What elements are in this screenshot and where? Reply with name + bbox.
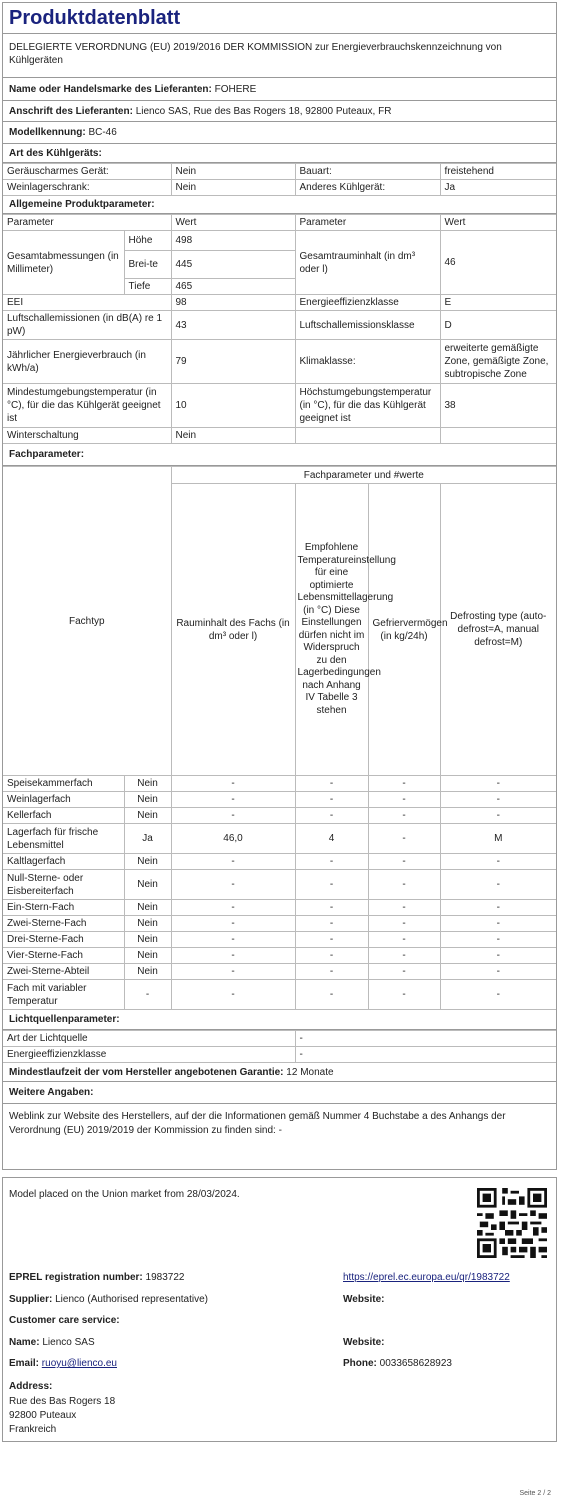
product-datasheet xyxy=(2,2,557,1170)
phone-label: Phone: xyxy=(343,1358,377,1369)
light-row xyxy=(3,1031,556,1047)
general-parameters-table xyxy=(3,214,556,444)
col-freezing-capacity: Gefriervermögen (in kg/24h) xyxy=(368,484,440,776)
compartment-defrost: - xyxy=(440,900,556,916)
compartment-defrost: - xyxy=(440,980,556,1010)
dimensions-label: Gesamtabmessungen (in Millimeter) xyxy=(3,231,124,295)
care-address-label: Address: xyxy=(9,1381,53,1392)
compartment-row xyxy=(3,948,556,964)
website-label-1: Website: xyxy=(343,1294,385,1305)
care-name-label: Name: xyxy=(9,1337,40,1348)
compartment-row xyxy=(3,932,556,948)
compartment-temp: - xyxy=(295,792,368,808)
col-recommended-temp: Empfohlene Temperatureinstellung für eine optimierte Lebensmittellagerung (in °C) Diese Einstellungen dürfen nicht im Widerspruch zu den Lagerbedingungen nach Anhang IV Tabelle 3 stehen xyxy=(295,484,368,776)
compartment-present: Nein xyxy=(124,870,171,900)
compartment-defrost: - xyxy=(440,948,556,964)
general-row xyxy=(3,295,556,311)
supplier-value-en: Lienco (Authorised representative) xyxy=(55,1294,208,1305)
compartment-row xyxy=(3,824,556,854)
col-defrost-type: Defrosting type (auto-defrost=A, manual defrost=M) xyxy=(440,484,556,776)
appliance-type-heading: Art des Kühlgeräts: xyxy=(3,144,556,163)
more-text: Weblink zur Website des Herstellers, auf der die Informationen gemäß Nummer 4 Buchstabe a des Anhangs der Verordnung (EU) 2019/2019 der Kommission zu finden sind: - xyxy=(9,1111,506,1136)
compartment-defrost: - xyxy=(440,776,556,792)
general-row xyxy=(3,340,556,384)
compartment-freeze: - xyxy=(368,964,440,980)
care-name-value: Lienco SAS xyxy=(42,1337,95,1348)
compartment-defrost: - xyxy=(440,916,556,932)
col-compartment-type: Fachtyp xyxy=(3,467,171,776)
group-header: Fachparameter und #werte xyxy=(171,467,556,484)
compartment-temp: - xyxy=(295,870,368,900)
general-heading: Allgemeine Produktparameter: xyxy=(3,196,556,214)
dim-width-value: 445 xyxy=(171,251,295,279)
appliance-type-row xyxy=(3,180,556,196)
model-value: BC-46 xyxy=(88,127,117,138)
compartment-volume: - xyxy=(171,870,295,900)
compartment-temp: - xyxy=(295,854,368,870)
compartment-volume: - xyxy=(171,792,295,808)
param-value: Nein xyxy=(171,428,295,444)
compartment-temp: - xyxy=(295,900,368,916)
compartment-present: Nein xyxy=(124,964,171,980)
care-address-line: 92800 Puteaux xyxy=(9,1410,77,1421)
param-value: 10 xyxy=(171,384,295,428)
compartment-defrost: M xyxy=(440,824,556,854)
general-row xyxy=(3,428,556,444)
warranty-row xyxy=(3,1063,556,1082)
general-row xyxy=(3,311,556,340)
compartment-defrost: - xyxy=(440,870,556,900)
compartment-type: Drei-Sterne-Fach xyxy=(3,932,124,948)
compartment-present: Ja xyxy=(124,824,171,854)
dim-height-value: 498 xyxy=(171,231,295,251)
warranty-label: Mindestlaufzeit der vom Hersteller angebotenen Garantie: xyxy=(9,1066,284,1078)
compartment-volume: - xyxy=(171,932,295,948)
appliance-type-table xyxy=(3,163,556,196)
appliance-type-row xyxy=(3,164,556,180)
compartment-volume: 46,0 xyxy=(171,824,295,854)
supplier-label: Name oder Handelsmarke des Lieferanten: xyxy=(9,83,212,95)
appliance-value-2: Ja xyxy=(440,180,556,196)
eprel-qr-link[interactable]: https://eprel.ec.europa.eu/qr/1983722 xyxy=(343,1272,510,1283)
market-date: Model placed on the Union market from 28/03/2024. xyxy=(9,1189,240,1200)
eprel-reg-value: 1983722 xyxy=(145,1272,185,1283)
compartment-volume: - xyxy=(171,900,295,916)
param-name: Jährlicher Energieverbrauch (in kWh/a) xyxy=(3,340,171,384)
compartment-temp: - xyxy=(295,776,368,792)
compartment-freeze: - xyxy=(368,980,440,1010)
address-value: Lienco SAS, Rue des Bas Rogers 18, 92800 Puteaux, FR xyxy=(135,105,392,117)
param-name-2 xyxy=(295,428,440,444)
supplier-label-en: Supplier: xyxy=(9,1294,53,1305)
compartment-volume: - xyxy=(171,854,295,870)
page-title: Produktdatenblatt xyxy=(3,3,556,34)
param-value-2 xyxy=(440,428,556,444)
address-row xyxy=(3,101,556,122)
compartment-freeze: - xyxy=(368,854,440,870)
appliance-label-2: Bauart: xyxy=(295,164,440,180)
compartment-freeze: - xyxy=(368,900,440,916)
param-value-2: 38 xyxy=(440,384,556,428)
website-label-2: Website: xyxy=(343,1337,385,1348)
header-value: Wert xyxy=(171,215,295,231)
compartment-present: Nein xyxy=(124,932,171,948)
email-link[interactable]: ruoyu@lienco.eu xyxy=(41,1358,117,1369)
compartment-present: Nein xyxy=(124,948,171,964)
compartment-type: Null-Sterne- oder Eisbereiterfach xyxy=(3,870,124,900)
compartment-temp: - xyxy=(295,808,368,824)
appliance-value: Nein xyxy=(171,164,295,180)
light-param: Energieeffizienzklasse xyxy=(3,1047,295,1063)
compartment-defrost: - xyxy=(440,808,556,824)
compartment-freeze: - xyxy=(368,808,440,824)
compartment-present: Nein xyxy=(124,900,171,916)
light-param: Art der Lichtquelle xyxy=(3,1031,295,1047)
param-name-2: Höchstumgebungstemperatur (in °C), für die das Kühlgerät geeignet ist xyxy=(295,384,440,428)
compartment-row xyxy=(3,808,556,824)
compartment-type: Vier-Sterne-Fach xyxy=(3,948,124,964)
compartment-freeze: - xyxy=(368,948,440,964)
more-heading: Weitere Angaben: xyxy=(3,1082,556,1104)
compartment-row xyxy=(3,854,556,870)
email-label: Email: xyxy=(9,1358,40,1369)
compartment-defrost: - xyxy=(440,964,556,980)
compartment-type: Zwei-Sterne-Abteil xyxy=(3,964,124,980)
eprel-info-box xyxy=(2,1177,557,1442)
page-number: Seite 2 / 2 xyxy=(519,1490,551,1497)
col-volume: Rauminhalt des Fachs (in dm³ oder l) xyxy=(171,484,295,776)
compartment-volume: - xyxy=(171,964,295,980)
appliance-label: Geräuscharmes Gerät: xyxy=(3,164,171,180)
header-parameter: Parameter xyxy=(3,215,171,231)
compartment-temp: - xyxy=(295,980,368,1010)
compartment-present: - xyxy=(124,980,171,1010)
compartment-freeze: - xyxy=(368,932,440,948)
supplier-value: FOHERE xyxy=(214,83,257,95)
compartment-type: Kellerfach xyxy=(3,808,124,824)
compartment-row xyxy=(3,870,556,900)
compartments-table xyxy=(3,466,556,1010)
param-value-2: E xyxy=(440,295,556,311)
compartment-row xyxy=(3,964,556,980)
compartment-present: Nein xyxy=(124,776,171,792)
dim-depth-label: Tiefe xyxy=(124,279,171,295)
compartment-row xyxy=(3,900,556,916)
compartment-freeze: - xyxy=(368,916,440,932)
compartment-row xyxy=(3,916,556,932)
dim-width-label: Brei-te xyxy=(124,251,171,279)
compartment-row xyxy=(3,776,556,792)
compartment-temp: - xyxy=(295,916,368,932)
appliance-value: Nein xyxy=(171,180,295,196)
compartment-volume: - xyxy=(171,776,295,792)
param-value: 79 xyxy=(171,340,295,384)
param-name: EEI xyxy=(3,295,171,311)
address-label: Anschrift des Lieferanten: xyxy=(9,105,133,117)
dim-depth-value: 465 xyxy=(171,279,295,295)
compartment-type: Weinlagerfach xyxy=(3,792,124,808)
header-value-2: Wert xyxy=(440,215,556,231)
param-name: Winterschaltung xyxy=(3,428,171,444)
customer-care-label: Customer care service: xyxy=(9,1315,120,1326)
appliance-value-2: freistehend xyxy=(440,164,556,180)
appliance-label: Weinlagerschrank: xyxy=(3,180,171,196)
light-row xyxy=(3,1047,556,1063)
general-row xyxy=(3,384,556,428)
model-row xyxy=(3,122,556,144)
light-value: - xyxy=(295,1031,556,1047)
compartment-temp: - xyxy=(295,932,368,948)
care-address-line: Rue des Bas Rogers 18 xyxy=(9,1396,116,1407)
compartment-freeze: - xyxy=(368,792,440,808)
light-table xyxy=(3,1030,556,1063)
supplier-row xyxy=(3,78,556,101)
param-name-2: Klimaklasse: xyxy=(295,340,440,384)
compartment-defrost: - xyxy=(440,792,556,808)
dim-height-label: Höhe xyxy=(124,231,171,251)
param-value-2: D xyxy=(440,311,556,340)
compartments-heading: Fachparameter: xyxy=(3,444,556,466)
compartment-type: Lagerfach für frische Lebensmittel xyxy=(3,824,124,854)
volume-value: 46 xyxy=(440,231,556,295)
compartment-volume: - xyxy=(171,808,295,824)
param-value: 98 xyxy=(171,295,295,311)
compartment-temp: 4 xyxy=(295,824,368,854)
param-name: Luftschallemissionen (in dB(A) re 1 pW) xyxy=(3,311,171,340)
compartment-volume: - xyxy=(171,980,295,1010)
light-value: - xyxy=(295,1047,556,1063)
care-address-line: Frankreich xyxy=(9,1424,57,1435)
param-name-2: Luftschallemissionsklasse xyxy=(295,311,440,340)
param-name: Mindestumgebungstemperatur (in °C), für die das Kühlgerät geeignet ist xyxy=(3,384,171,428)
compartment-temp: - xyxy=(295,964,368,980)
compartment-present: Nein xyxy=(124,792,171,808)
compartment-type: Kaltlagerfach xyxy=(3,854,124,870)
param-value-2: erweiterte gemäßigte Zone, gemäßigte Zone, subtropische Zone xyxy=(440,340,556,384)
compartment-freeze: - xyxy=(368,776,440,792)
compartment-present: Nein xyxy=(124,854,171,870)
compartment-row xyxy=(3,980,556,1010)
regulation-intro: DELEGIERTE VERORDNUNG (EU) 2019/2016 DER KOMMISSION zur Energieverbrauchskennzeichnung von Kühlgeräten xyxy=(3,34,556,78)
volume-label: Gesamtrauminhalt (in dm³ oder l) xyxy=(295,231,440,295)
param-name-2: Energieeffizienzklasse xyxy=(295,295,440,311)
compartment-freeze: - xyxy=(368,824,440,854)
compartment-volume: - xyxy=(171,948,295,964)
compartment-present: Nein xyxy=(124,916,171,932)
param-value: 43 xyxy=(171,311,295,340)
compartment-type: Ein-Stern-Fach xyxy=(3,900,124,916)
compartment-present: Nein xyxy=(124,808,171,824)
compartment-row xyxy=(3,792,556,808)
model-label: Modellkennung: xyxy=(9,127,86,138)
qr-code-icon[interactable] xyxy=(477,1188,547,1258)
phone-value: 0033658628923 xyxy=(379,1358,452,1369)
compartment-defrost: - xyxy=(440,932,556,948)
compartment-volume: - xyxy=(171,916,295,932)
compartment-type: Zwei-Sterne-Fach xyxy=(3,916,124,932)
compartment-temp: - xyxy=(295,948,368,964)
appliance-label-2: Anderes Kühlgerät: xyxy=(295,180,440,196)
warranty-value: 12 Monate xyxy=(286,1066,334,1078)
compartment-type: Fach mit variabler Temperatur xyxy=(3,980,124,1010)
header-parameter-2: Parameter xyxy=(295,215,440,231)
light-heading: Lichtquellenparameter: xyxy=(3,1010,556,1030)
compartment-type: Speisekammerfach xyxy=(3,776,124,792)
compartment-freeze: - xyxy=(368,870,440,900)
compartment-defrost: - xyxy=(440,854,556,870)
eprel-reg-label: EPREL registration number: xyxy=(9,1272,143,1283)
